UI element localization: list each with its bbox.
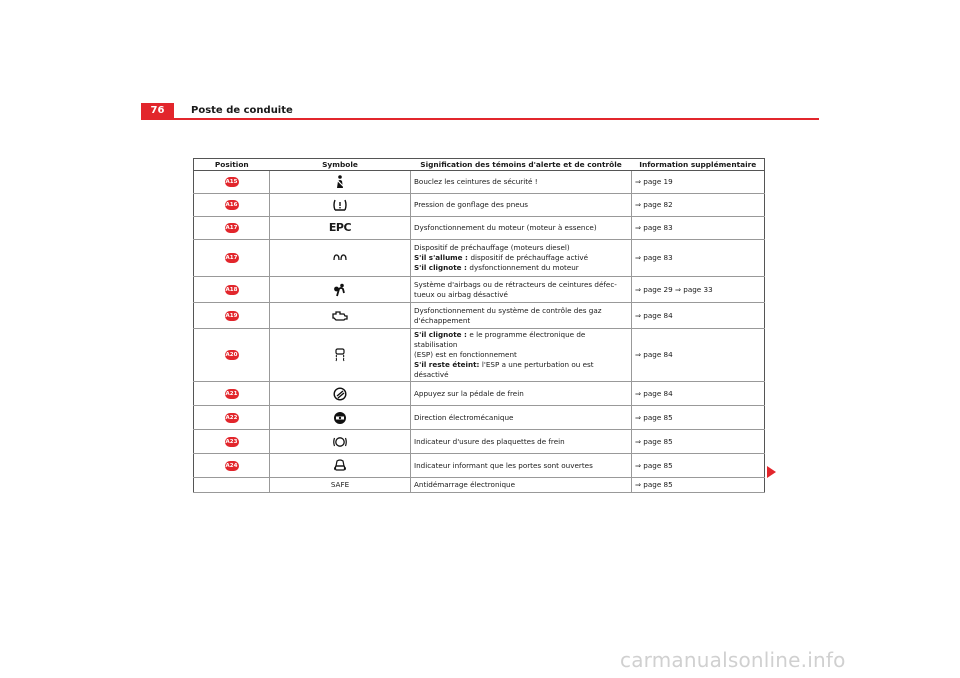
- meaning-cell: Indicateur informant que les portes sont ouvertes: [411, 454, 632, 478]
- page-header: [141, 103, 819, 119]
- table-row: [194, 303, 765, 329]
- info-cell: ⇒ page 83: [632, 217, 765, 240]
- airbag-icon: [270, 277, 411, 303]
- position-badge: A15: [225, 179, 238, 185]
- table-header-row: [194, 159, 765, 171]
- meaning-cell: Pression de gonflage des pneus: [411, 194, 632, 217]
- meaning-cell: Indicateur d'usure des plaquettes de frein: [411, 430, 632, 454]
- page-number: 76: [141, 103, 174, 119]
- brake-pad-icon: [270, 430, 411, 454]
- info-cell: ⇒ page 29 ⇒ page 33: [632, 277, 765, 303]
- table-row: [194, 194, 765, 217]
- info-cell: ⇒ page 84: [632, 329, 765, 382]
- meaning-cell: Dispositif de préchauffage (moteurs diesel) S'il s'allume : dispositif de préchauffage activé S'il clignote : dysfonctionnement du moteur: [411, 240, 632, 277]
- brake-pedal-icon: [270, 382, 411, 406]
- steering-icon: [270, 406, 411, 430]
- table-row: [194, 277, 765, 303]
- position-badge: A16: [225, 202, 238, 208]
- tire-pressure-icon: [270, 194, 411, 217]
- table-row: [194, 240, 765, 277]
- warning-lights-table: [193, 158, 765, 493]
- info-cell: ⇒ page 85: [632, 430, 765, 454]
- position-badge: A23: [225, 438, 238, 445]
- meaning-cell: Direction électromécanique: [411, 406, 632, 430]
- col-header-info: Information supplémentaire: [632, 159, 765, 171]
- meaning-cell: S'il clignote : e le programme électronique de stabilisation (ESP) est en fonctionnement S'il reste éteint: l'ESP a une perturbation ou est désactivé: [411, 329, 632, 382]
- position-badge: A24: [225, 462, 238, 469]
- meaning-cell: Dysfonctionnement du système de contrôle des gaz d'échappement: [411, 303, 632, 329]
- col-header-meaning: Signification des témoins d'alerte et de contrôle: [411, 159, 632, 171]
- position-badge: A22: [225, 414, 238, 421]
- meaning-cell: Système d'airbags ou de rétracteurs de ceintures défec- tueux ou airbag désactivé: [411, 277, 632, 303]
- watermark: carmanualsonline.info: [620, 648, 846, 672]
- table-row: [194, 217, 765, 240]
- info-cell: ⇒ page 84: [632, 303, 765, 329]
- info-cell: ⇒ page 19: [632, 171, 765, 194]
- meaning-cell: Bouclez les ceintures de sécurité !: [411, 171, 632, 194]
- position-badge: A18: [225, 286, 238, 293]
- table-row: [194, 430, 765, 454]
- info-cell: ⇒ page 83: [632, 240, 765, 277]
- info-cell: ⇒ page 85: [632, 454, 765, 478]
- epc-label: EPC: [328, 220, 352, 234]
- safe-symbol: SAFE: [270, 478, 411, 493]
- table-row: [194, 454, 765, 478]
- position-empty: [194, 478, 270, 493]
- info-cell: ⇒ page 85: [632, 478, 765, 493]
- position-badge: A17: [225, 225, 238, 231]
- position-badge: A17: [225, 255, 238, 261]
- door-open-icon: [270, 454, 411, 478]
- info-cell: ⇒ page 85: [632, 406, 765, 430]
- esp-icon: [270, 329, 411, 382]
- seatbelt-icon: [270, 171, 411, 194]
- epc-icon: [270, 217, 411, 240]
- table-row: [194, 171, 765, 194]
- info-cell: ⇒ page 82: [632, 194, 765, 217]
- table-row: [194, 478, 765, 493]
- meaning-cell: Antidémarrage électronique: [411, 478, 632, 493]
- engine-icon: [270, 303, 411, 329]
- table-row: [194, 329, 765, 382]
- glow-plug-icon: [270, 240, 411, 277]
- continue-arrow-icon: [767, 466, 776, 478]
- col-header-position: Position: [194, 159, 270, 171]
- header-rule: [141, 118, 819, 120]
- table-row: [194, 406, 765, 430]
- position-badge: A19: [225, 312, 238, 319]
- meaning-cell: Dysfonctionnement du moteur (moteur à essence): [411, 217, 632, 240]
- position-badge: A21: [225, 390, 238, 397]
- col-header-symbol: Symbole: [270, 159, 411, 171]
- meaning-cell: Appuyez sur la pédale de frein: [411, 382, 632, 406]
- position-badge: A20: [225, 352, 238, 358]
- page-title: Poste de conduite: [191, 105, 293, 116]
- info-cell: ⇒ page 84: [632, 382, 765, 406]
- table-row: [194, 382, 765, 406]
